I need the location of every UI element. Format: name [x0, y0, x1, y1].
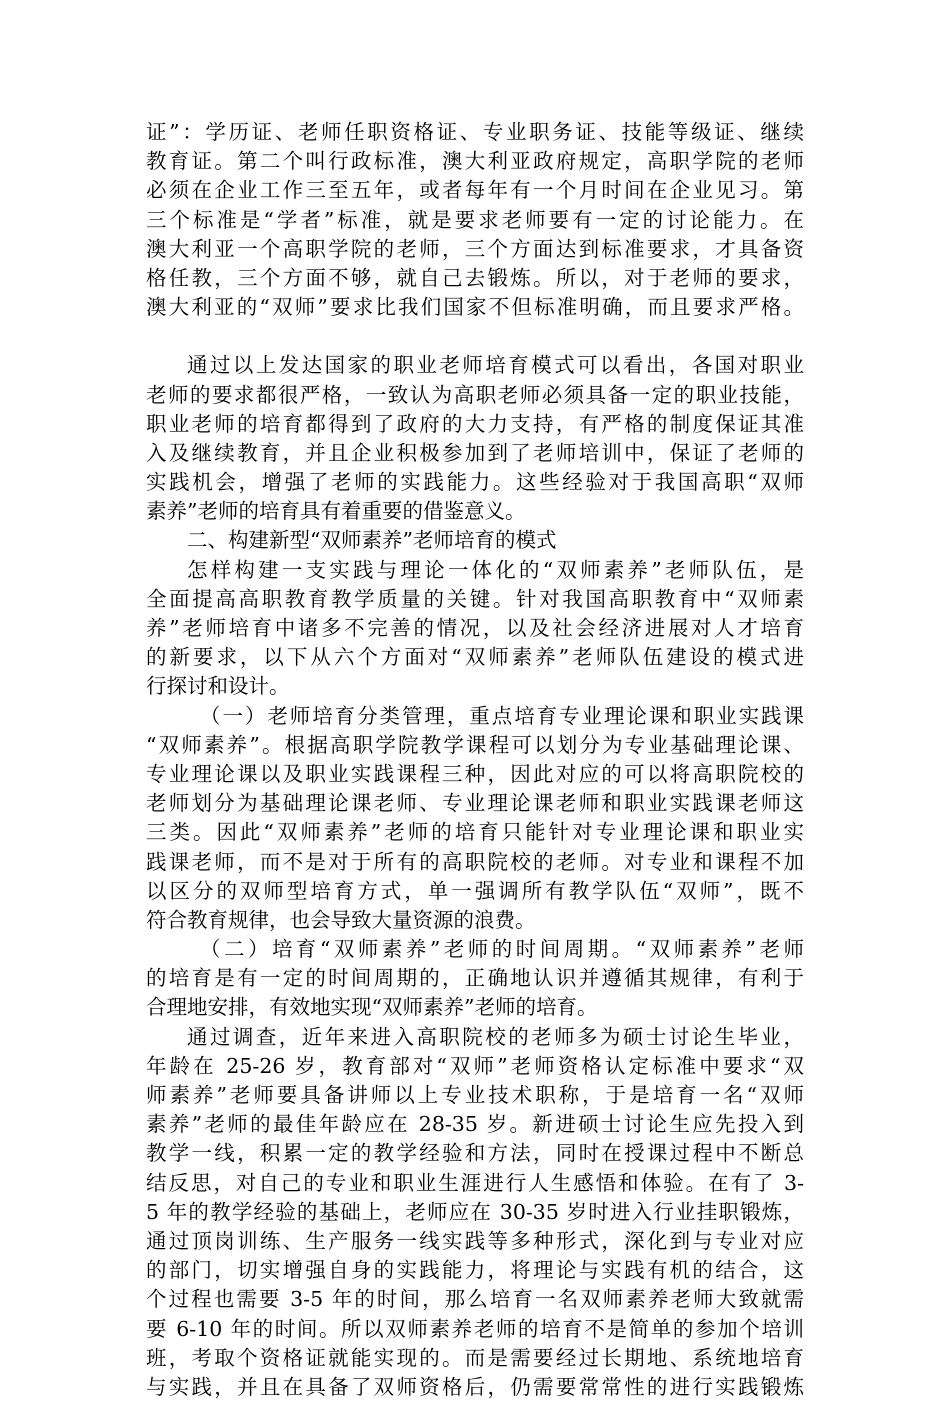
text-line: 怎样构建一支实践与理论一体化的“双师素养”老师队伍，是	[187, 557, 804, 582]
text-line: 个过程也需要 3-5 年的时间，那么培育一名双师素养老师大致就需	[146, 1287, 804, 1312]
text-line: 的新要求，以下从六个方面对“双师素养”老师队伍建设的模式进	[146, 645, 804, 670]
document-page	[146, 118, 804, 1402]
text-line: 素养”老师的最佳年龄应在 28-35 岁。新进硕士讨论生应先投入到	[146, 1112, 804, 1137]
text-line: 职业老师的培育都得到了政府的大力支持，有严格的制度保证其准	[146, 411, 804, 436]
text-line: 师素养”老师要具备讲师以上专业技术职称，于是培育一名“双师	[146, 1083, 804, 1107]
text-line: 行探讨和设计。	[146, 674, 290, 699]
text-line: 教学一线，积累一定的教学经验和方法，同时在授课过程中不断总	[146, 1141, 804, 1166]
text-line: “双师素养”。根据高职学院教学课程可以划分为专业基础理论课、	[146, 732, 804, 757]
text-line: 专业理论课以及职业实践课程三种，因此对应的可以将高职院校的	[146, 761, 804, 786]
text-line: 二、构建新型“双师素养”老师培育的模式	[187, 528, 557, 553]
paragraph-gap	[146, 322, 804, 351]
text-line: 以区分的双师型培育方式，单一强调所有教学队伍“双师”，既不	[146, 878, 804, 903]
text-line: 通过以上发达国家的职业老师培育模式可以看出，各国对职业	[187, 353, 804, 378]
paragraph	[146, 935, 804, 1023]
text-line: 与实践，并且在具备了双师资格后，仍需要常常性的进行实践锻炼	[146, 1374, 804, 1399]
text-line: 符合教育规律，也会导致大量资源的浪费。	[146, 907, 536, 932]
text-line: 结反思，对自己的专业和职业生涯进行人生感悟和体验。在有了 3-	[146, 1170, 804, 1195]
text-line: 养”老师培育中诸多不完善的情况，以及社会经济进展对人才培育	[146, 616, 804, 640]
text-line: 的部门，切实增强自身的实践能力，将理论与实践有机的结合，这	[146, 1258, 804, 1283]
text-line: 入及继续教育，并且企业积极参加到了老师培训中，保证了老师的	[146, 440, 804, 465]
text-line: 格任教，三个方面不够，就自己去锻炼。所以，对于老师的要求，	[146, 265, 804, 290]
paragraph	[146, 702, 804, 936]
text-line: 澳大利亚一个高职学院的老师，三个方面达到标准要求，才具备资	[146, 236, 804, 261]
text-line: 全面提高高职教育教学质量的关键。针对我国高职教育中“双师素	[146, 586, 804, 611]
text-line: 班，考取个资格证就能实现的。而是需要经过长期地、系统地培育	[146, 1345, 804, 1370]
text-line: 澳大利亚的“双师”要求比我们国家不但标准明确，而且要求严格。	[146, 295, 804, 320]
text-line: 通过调查，近年来进入高职院校的老师多为硕士讨论生毕业，	[187, 1024, 804, 1049]
text-line: 要 6-10 年的时间。所以双师素养老师的培育不是简单的参加个培训	[146, 1316, 804, 1341]
text-line: （一）老师培育分类管理，重点培育专业理论课和职业实践课	[200, 703, 804, 728]
text-line: 教育证。第二个叫行政标准，澳大利亚政府规定，高职学院的老师	[146, 149, 804, 174]
text-line: 通过顶岗训练、生产服务一线实践等多种形式，深化到与专业对应	[146, 1228, 804, 1253]
text-line: 素养”老师的培育具有着重要的借鉴意义。	[146, 499, 526, 524]
text-line: 老师划分为基础理论课老师、专业理论课老师和职业实践课老师这	[146, 791, 804, 816]
text-line: 必须在企业工作三至五年，或者每年有一个月时间在企业见习。第	[146, 178, 804, 203]
text-line: 三类。因此“双师素养”老师的培育只能针对专业理论课和职业实	[146, 820, 804, 845]
text-line: 年龄在 25-26 岁，教育部对“双师”老师资格认定标准中要求“双	[146, 1053, 804, 1078]
paragraph	[146, 351, 804, 526]
text-line: 的培育是有一定的时间周期的，正确地认识并遵循其规律，有利于	[146, 966, 804, 991]
text-line: 5 年的教学经验的基础上，老师应在 30-35 岁时进入行业挂职锻炼，	[146, 1199, 804, 1224]
text-line: 证”：学历证、老师任职资格证、专业职务证、技能等级证、继续	[146, 120, 804, 144]
paragraph	[146, 556, 804, 702]
paragraph	[146, 118, 804, 322]
text-line: 践课老师，而不是对于所有的高职院校的老师。对专业和课程不加	[146, 849, 804, 874]
paragraph	[146, 1023, 804, 1402]
text-line: 老师的要求都很严格，一致认为高职老师必须具备一定的职业技能，	[146, 382, 804, 407]
section-heading	[146, 526, 804, 555]
text-line: 三个标准是“学者”标准，就是要求老师要有一定的讨论能力。在	[146, 207, 804, 232]
text-line: 实践机会，增强了老师的实践能力。这些经验对于我国高职“双师	[146, 470, 804, 495]
text-line: （二）培育“双师素养”老师的时间周期。“双师素养”老师	[200, 937, 804, 962]
text-line: 合理地安排，有效地实现“双师素养”老师的培育。	[146, 995, 598, 1020]
